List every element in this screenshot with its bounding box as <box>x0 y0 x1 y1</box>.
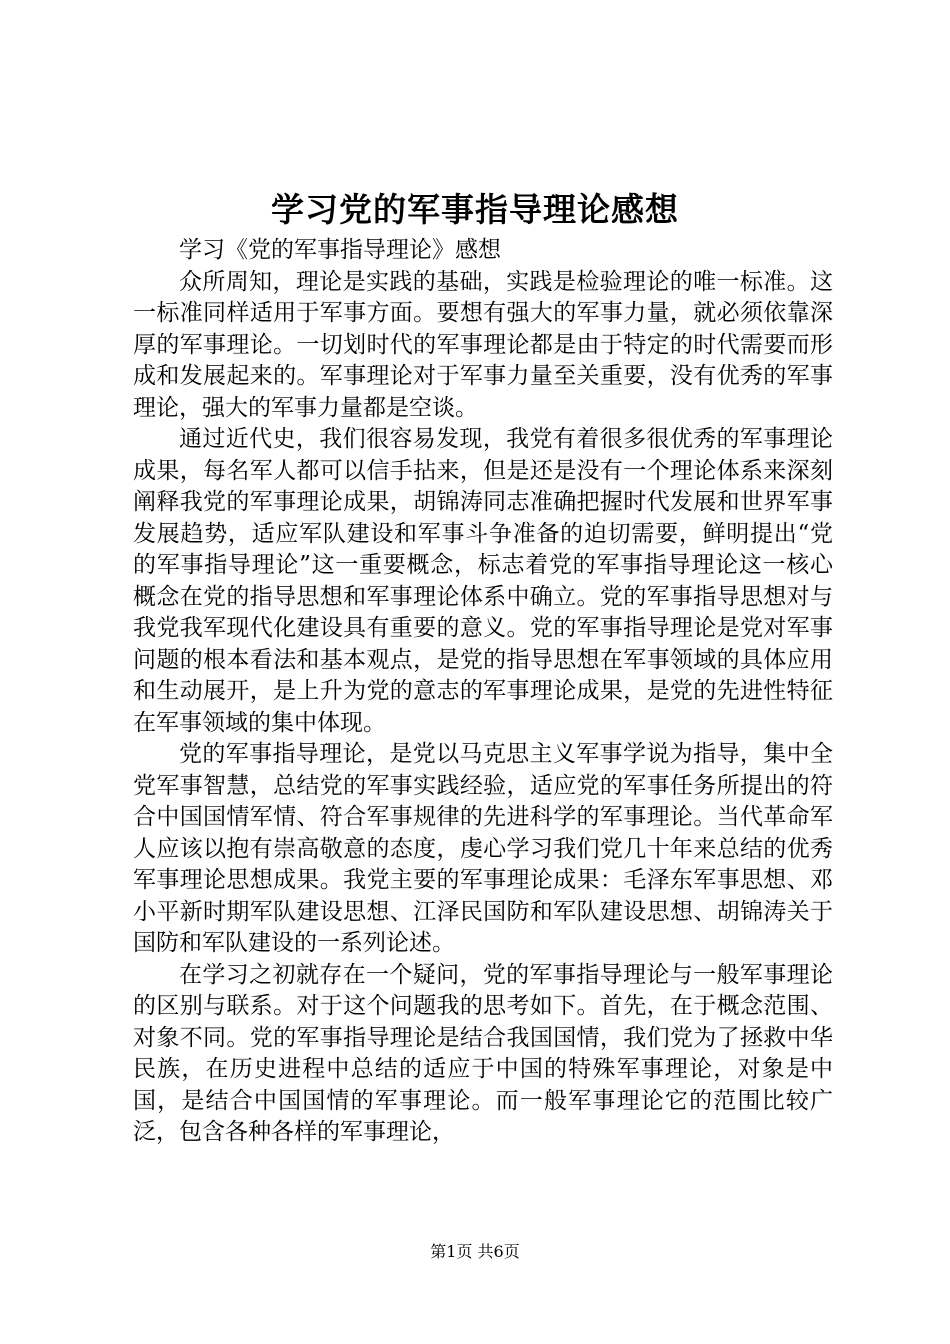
paragraph: 在学习之初就存在一个疑问，党的军事指导理论与一般军事理论的区别与联系。对于这个问题我的思考如下。首先，在于概念范围、对象不同。党的军事指导理论是结合我国国情，我们党为了拯救中华民族，在历史进程中总结的适应于中国的特殊军事理论，对象是中国，是结合中国国情的军事理论。而一般军事理论它的范围比较广泛，包含各种各样的军事理论， <box>133 961 833 1145</box>
document-title: 学习党的军事指导理论感想 <box>271 190 679 229</box>
paragraph: 众所周知，理论是实践的基础，实践是检验理论的唯一标准。这一标准同样适用于军事方面。要想有强大的军事力量，就必须依靠深厚的军事理论。一切划时代的军事理论都是由于特定的时代需要而形成和发展起来的。军事理论对于军事力量至关重要，没有优秀的军事理论，强大的军事力量都是空谈。 <box>133 268 833 421</box>
paragraph: 党的军事指导理论，是党以马克思主义军事学说为指导，集中全党军事智慧，总结党的军事实践经验，适应党的军事任务所提出的符合中国国情军情、符合军事规律的先进科学的军事理论。当代革命军人应该以抱有崇高敬意的态度，虔心学习我们党几十年来总结的优秀军事理论思想成果。我党主要的军事理论成果：毛泽东军事思想、邓小平新时期军队建设思想、江泽民国防和军队建设思想、胡锦涛关于国防和军队建设的一系列论述。 <box>133 741 833 956</box>
paragraph: 通过近代史，我们很容易发现，我党有着很多很优秀的军事理论成果，每名军人都可以信手拈来，但是还是没有一个理论体系来深刻阐释我党的军事理论成果，胡锦涛同志准确把握时代发展和世界军事发展趋势，适应军队建设和军事斗争准备的迫切需要，鲜明提出“党的军事指导理论”这一重要概念，标志着党的军事指导理论这一核心概念在党的指导思想和军事理论体系中确立。党的军事指导思想对与我党我军现代化建设具有重要的意义。党的军事指导理论是党对军事问题的根本看法和基本观点，是党的指导思想在军事领域的具体应用和生动展开，是上升为党的意志的军事理论成果，是党的先进性特征在军事领域的集中体现。 <box>133 426 833 736</box>
page-number-footer: 第1页 共6页 <box>430 1242 520 1261</box>
document-subtitle: 学习《党的军事指导理论》感想 <box>179 237 501 263</box>
document-body <box>133 235 833 1149</box>
